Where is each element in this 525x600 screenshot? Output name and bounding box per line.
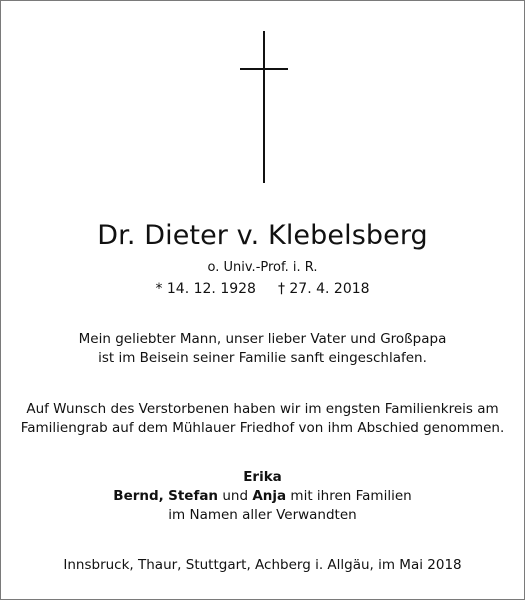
cross-horizontal-bar: [240, 68, 288, 70]
life-dates: [1, 281, 524, 297]
mourner-child-3: Anja: [252, 488, 287, 504]
place-and-date: Innsbruck, Thaur, Stuttgart, Achberg i. Allgäu, im Mai 2018: [63, 557, 462, 573]
message-line-2: ist im Beisein seiner Familie sanft eingeschlafen.: [98, 350, 427, 366]
birth-date: * 14. 12. 1928: [155, 281, 256, 297]
deceased-name: Dr. Dieter v. Klebelsberg: [97, 220, 428, 251]
mourner-child-1: Bernd,: [113, 488, 164, 504]
mourner-relatives: im Namen aller Verwandten: [168, 507, 357, 523]
funeral-line-1: Auf Wunsch des Verstorbenen haben wir im engsten Familienkreis am: [26, 401, 499, 417]
cross-icon: [240, 31, 288, 183]
deceased-title: o. Univ.-Prof. i. R.: [207, 260, 318, 275]
mourner-suffix: mit ihren Familien: [290, 488, 412, 504]
cross-vertical-bar: [263, 31, 265, 183]
mourner-children: [1, 488, 524, 504]
funeral-line-2: Familiengrab auf dem Mühlauer Friedhof von ihm Abschied genommen.: [20, 420, 505, 436]
message-line-1: Mein geliebter Mann, unser lieber Vater und Großpapa: [78, 331, 447, 347]
mourner-child-2: Stefan: [168, 488, 219, 504]
death-date: † 27. 4. 2018: [277, 281, 370, 297]
mourner-widow: Erika: [243, 469, 282, 485]
mourner-conjunction: und: [222, 488, 249, 504]
